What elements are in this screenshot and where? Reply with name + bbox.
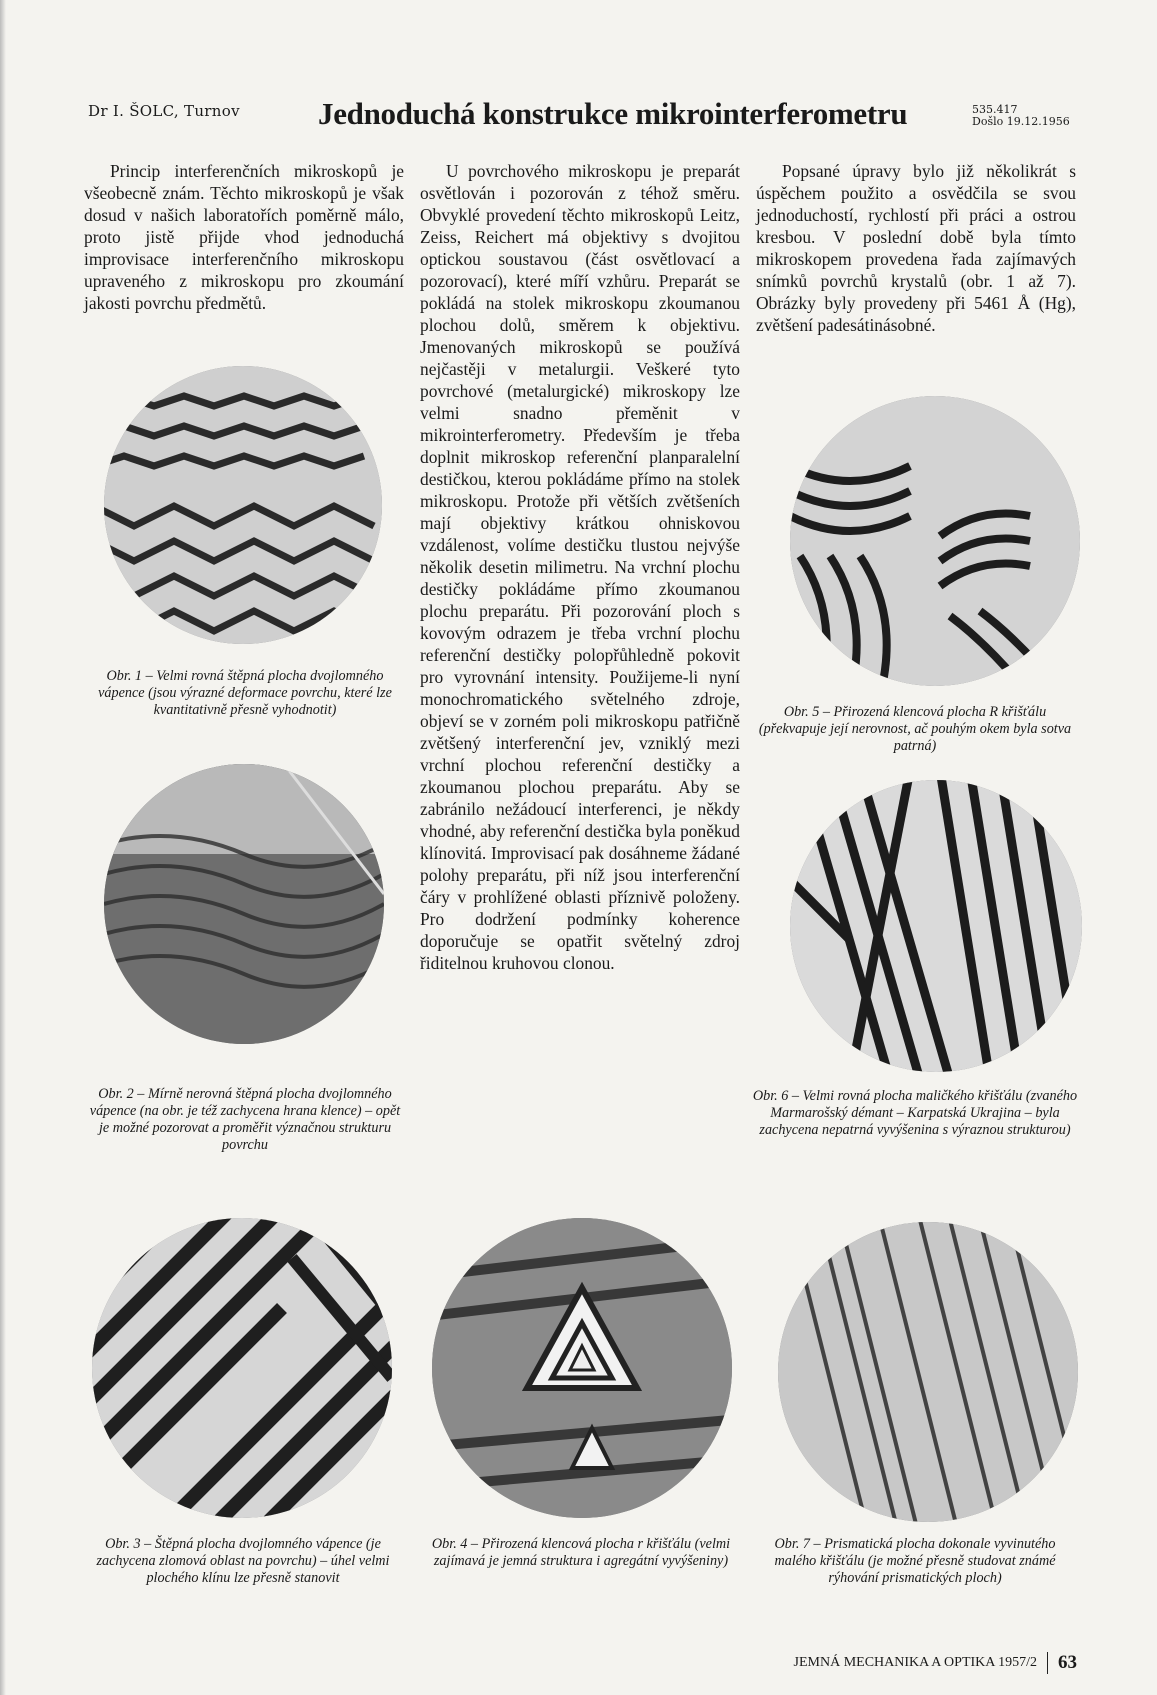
- figure-5-caption: Obr. 5 – Přirozená klencová plocha R křišťálu (překvapuje její nerovnost, ač pouhým okem byla sotva patrná): [758, 704, 1072, 754]
- page-number: 63: [1058, 1652, 1077, 1673]
- paragraph-method: U povrchového mikroskopu je preparát osvětlován i pozorován z téhož směru. Obvyklé provedení těchto mikroskopů Leitz, Zeiss, Reichert má objektivy s dvojitou optickou soustavou (část osvětlovací a pozorovací), které míří vzhůru. Preparát se pokládá na stolek mikroskopu zkoumanou plochou dolů, směrem k objektivu. Jmenovaných mikroskopů se používá nejčastěji v metalurgii. Veškeré tyto povrchové (metalurgické) mikroskopy lze velmi snadno přeměnit v mikrointerferometry. Především je třeba doplnit mikroskop referenční planparalelní destičkou, kterou pokládáme přímo na stolek mikroskopu. Protože při větších zvětšeních mají objektivy krátkou ohniskovou vzdálenost, volíme destičku tlustou nejvýše několik desetin milimetru. Na vrchní plochu destičky pokládáme přímo zkoumanou plochu preparátu. Při pozorování ploch s kovovým odrazem je třeba vrchní plochu referenční destičky polopřůhledně pokovit pro vyrovnání intensity. Použijeme-li nyní monochromatického světelného zdroje, objeví se v zorném poli mikroskopu patřičně zvětšený interferenční jev, vzniklý mezi vrchní plochou referenční destičky a zkoumanou plochou preparátu. Aby se zabránilo nežádoucí interferenci, je někdy vhodné, aby referenční destička byla poněkud klínovitá. Improvisací pak dosáhneme žádané polohy preparátu, při níž jsou interferenční čáry v prohlížené oblasti příznivě položeny. Pro dodržení podmínky koherence doporučuje se opatřit světelný zdroj řiditelnou kruhovou clonou.: [420, 161, 740, 973]
- text-column-2: [420, 160, 740, 974]
- paragraph-results: Popsané úpravy bylo již několikrát s úspěchem použito a osvědčila se svou jednoduchostí, rychlostí při práci a ostrou kresbou. V poslední době byla tímto mikroskopem provedena řada zajímavých snímků povrchů krystalů (obr. 1 až 7). Obrázky byly provedeny při 5461 Å (Hg), zvětšení padesátinásobné.: [756, 161, 1076, 335]
- figure-2-caption: Obr. 2 – Mírně nerovná štěpná plocha dvojlomného vápence (na obr. je též zachycena hrana klence) – opět je možné pozorovat a proměřit význačnou strukturu povrchu: [89, 1086, 401, 1153]
- figure-1-micrograph: [104, 366, 382, 644]
- author-line: Dr I. ŠOLC, Turnov: [88, 102, 240, 120]
- figure-4-caption: Obr. 4 – Přirozená klencová plocha r křišťálu (velmi zajímavá je jemná struktura i agregátní vyvýšeniny): [431, 1536, 731, 1569]
- paragraph-intro: Princip interferenčních mikroskopů je všeobecně znám. Těchto mikroskopů je však dosud v našich laboratořích poměrně málo, proto jistě přijde vhod jednoduchá improvisace interferenčního mikroskopu upraveného z mikroskopu pro zkoumání jakosti povrchu předmětů.: [84, 161, 404, 313]
- figure-3-caption: Obr. 3 – Štěpná plocha dvojlomného vápence (je zachycena zlomová oblast na povrchu) – úhel velmi plochého klínu lze přesně stanovit: [96, 1536, 390, 1586]
- figure-5-micrograph: [790, 396, 1080, 686]
- received-date: Došlo 19.12.1956: [972, 115, 1070, 128]
- figure-3-micrograph: [92, 1218, 392, 1518]
- journal-name: JEMNÁ MECHANIKA A OPTIKA 1957/2: [793, 1655, 1037, 1671]
- udc-code: 535.417: [972, 103, 1018, 116]
- text-column-3: [756, 160, 1076, 336]
- page-footer: [794, 1652, 1077, 1674]
- figure-7-micrograph: [778, 1222, 1078, 1522]
- figure-1-caption: Obr. 1 – Velmi rovná štěpná plocha dvojlomného vápence (jsou výrazné deformace povrchu, které lze kvantitativně přesně vyhodnotit): [98, 668, 392, 718]
- figure-7-caption: Obr. 7 – Prismatická plocha dokonale vyvinutého malého křišťálu (je možné přesně studovat známé rýhování prismatických ploch): [774, 1536, 1056, 1586]
- figure-6-caption: Obr. 6 – Velmi rovná plocha maličkého křišťálu (zvaného Marmarošský démant – Karpatská Ukrajina – byla zachycena nepatrná vyvýšenina s výraznou strukturou): [752, 1088, 1078, 1138]
- udc-and-date: [972, 104, 1070, 128]
- figure-6-micrograph: [790, 780, 1082, 1072]
- footer-divider: [1047, 1652, 1048, 1674]
- figure-4-micrograph: [432, 1218, 732, 1518]
- scan-edge-shadow: [0, 0, 6, 1695]
- article-title: Jednoduchá konstrukce mikrointerferometru: [318, 96, 908, 131]
- text-column-1: [84, 160, 404, 314]
- figure-2-micrograph: [104, 764, 384, 1044]
